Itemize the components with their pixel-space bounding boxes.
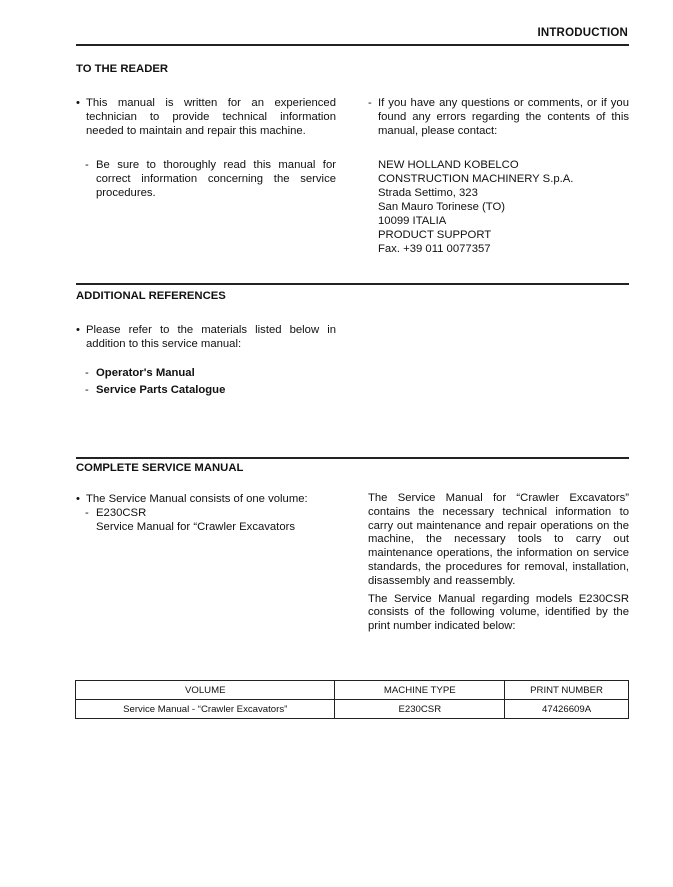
page-header-title: INTRODUCTION	[537, 27, 628, 39]
bullet-mark: •	[76, 324, 80, 336]
bullet-mark: •	[76, 493, 80, 505]
address-line: CONSTRUCTION MACHINERY S.p.A.	[378, 173, 574, 185]
contact-address	[368, 158, 629, 256]
additional-references-bullet-text: Please refer to the materials listed below in addition to this service manual:	[86, 324, 336, 350]
service-manual-volume-note: The Service Manual regarding models E230CSR consists of the following volume, identified by the print number indicated below:	[368, 592, 629, 633]
table-cell-print-number: 47426609A	[505, 700, 629, 719]
section-rule	[76, 283, 629, 285]
address-line: 10099 ITALIA	[378, 215, 447, 227]
complete-service-manual-right-column	[368, 492, 629, 634]
dash-mark: -	[85, 507, 89, 519]
to-the-reader-right-column	[368, 96, 629, 256]
reference-item-label: Service Parts Catalogue	[96, 384, 226, 396]
service-manual-dash-item	[76, 506, 336, 534]
table-header-row	[76, 681, 629, 700]
table-header-machine-type: MACHINE TYPE	[335, 681, 505, 700]
complete-service-manual-left-column	[76, 492, 336, 534]
reference-item-operators-manual	[76, 366, 336, 380]
header-rule	[76, 44, 629, 46]
to-the-reader-bullet-text: This manual is written for an experienced technician to provide technical information needed to maintain and repair this machine.	[86, 97, 336, 137]
dash-mark: -	[85, 367, 89, 379]
reference-item-label: Operator's Manual	[96, 367, 195, 379]
table-cell-machine-type: E230CSR	[335, 700, 505, 719]
contact-dash-item	[368, 96, 629, 138]
service-manual-bullet-text: The Service Manual consists of one volume:	[86, 493, 308, 505]
table-header-print-number: PRINT NUMBER	[505, 681, 629, 700]
bullet-mark: •	[76, 97, 80, 109]
service-manual-description: The Service Manual for “Crawler Excavators” contains the necessary technical information to carry out maintenance and repair operations on the machine, the necessary tools to carry out maintenance operations, the information on service standards, the procedures for removal, installation, disassembly and reassembly.	[368, 492, 629, 587]
address-line: NEW HOLLAND KOBELCO	[378, 159, 519, 171]
to-the-reader-left-column	[76, 96, 336, 200]
section-rule	[76, 457, 629, 459]
service-manual-bullet	[76, 492, 336, 506]
address-line: PRODUCT SUPPORT	[378, 229, 492, 241]
to-the-reader-dash-item	[76, 158, 336, 200]
dash-mark: -	[368, 97, 372, 109]
to-the-reader-bullet	[76, 96, 336, 138]
service-manual-volume-name: Service Manual for “Crawler Excavators	[96, 521, 296, 533]
service-manual-model: E230CSR	[96, 507, 147, 519]
table-header-volume: VOLUME	[76, 681, 335, 700]
additional-references-bullet	[76, 323, 336, 351]
section-title-to-the-reader: TO THE READER	[76, 63, 169, 75]
contact-dash-text: If you have any questions or comments, or if you found any errors regarding the contents of this manual, please contact:	[378, 97, 629, 137]
dash-mark: -	[85, 159, 89, 171]
to-the-reader-dash-text: Be sure to thoroughly read this manual for correct information concerning the service procedures.	[96, 159, 336, 199]
address-line: Fax. +39 011 0077357	[378, 243, 491, 255]
section-title-complete-service-manual: COMPLETE SERVICE MANUAL	[76, 462, 244, 474]
table-cell-volume: Service Manual - “Crawler Excavators”	[76, 700, 335, 719]
reference-item-service-parts-catalogue	[76, 383, 336, 397]
address-line: San Mauro Torinese (TO)	[378, 201, 506, 213]
volume-table	[75, 680, 629, 719]
dash-mark: -	[85, 384, 89, 396]
additional-references-column	[76, 323, 336, 397]
address-line: Strada Settimo, 323	[378, 187, 478, 199]
section-title-additional-references: ADDITIONAL REFERENCES	[76, 290, 226, 302]
table-row	[76, 700, 629, 719]
